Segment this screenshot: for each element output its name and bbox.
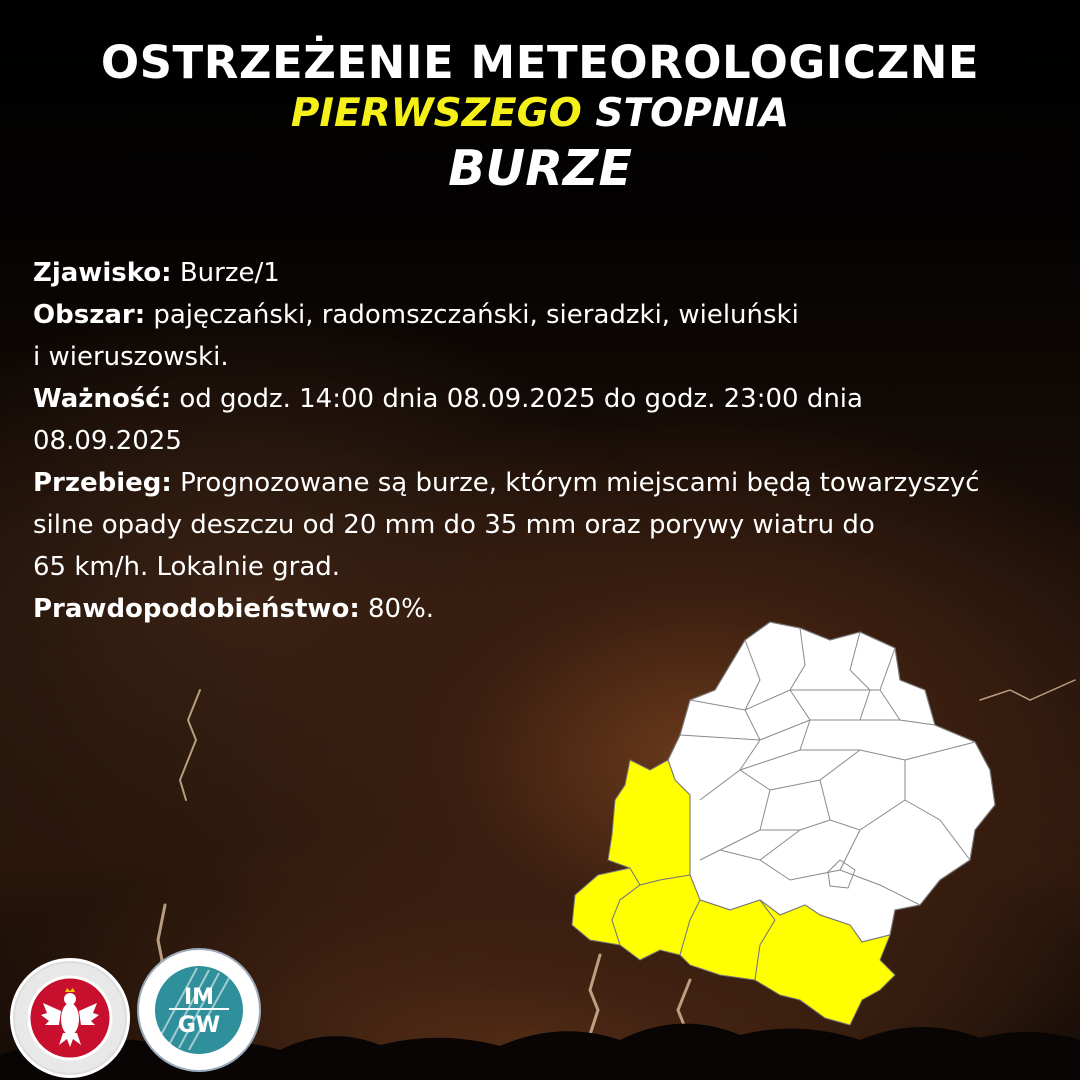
- voivodeship-map: [560, 610, 1000, 1030]
- title-degree-highlight: PIERWSZEGO: [290, 91, 582, 136]
- eagle-emblem-icon: [13, 961, 127, 1075]
- value-przebieg-cont1: silne opady deszczu od 20 mm do 35 mm oraz porywy wiatru do: [33, 510, 875, 540]
- lightning-bolt: [180, 690, 200, 800]
- detail-obszar: [33, 294, 1063, 378]
- detail-zjawisko: [33, 252, 1063, 294]
- imgw-logo: [137, 948, 261, 1072]
- label-przebieg: Przebieg:: [33, 468, 172, 498]
- value-przebieg: Prognozowane są burze, którym miejscami będą towarzyszyć: [180, 468, 980, 498]
- imgw-text-top: IM: [183, 985, 215, 1010]
- value-przebieg-cont2: 65 km/h. Lokalnie grad.: [33, 552, 341, 582]
- title-degree-rest: STOPNIA: [595, 91, 790, 136]
- header: [0, 36, 1080, 200]
- label-waznosc: Ważność:: [33, 384, 172, 414]
- label-prawdopodobienstwo: Prawdopodobieństwo:: [33, 594, 360, 624]
- value-obszar: pajęczański, radomszczański, sieradzki, wieluński: [153, 300, 799, 330]
- value-waznosc: od godz. 14:00 dnia 08.09.2025 do godz. 23:00 dnia: [179, 384, 863, 414]
- value-obszar-cont: i wieruszowski.: [33, 342, 229, 372]
- imgw-text-bottom: GW: [177, 1013, 221, 1038]
- imgw-emblem-icon: [139, 950, 259, 1070]
- title-main: OSTRZEŻENIE METEOROLOGICZNE: [100, 36, 980, 89]
- title-degree: [0, 90, 1080, 138]
- title-phenomenon: BURZE: [448, 140, 632, 197]
- value-zjawisko: Burze/1: [179, 258, 280, 288]
- map-region-unaffected: [668, 622, 995, 942]
- detail-przebieg: [33, 462, 1063, 588]
- ldz-office-logo: [10, 958, 130, 1078]
- value-prawdopodobienstwo: 80%.: [367, 594, 435, 624]
- warning-details: [33, 252, 1063, 630]
- label-zjawisko: Zjawisko:: [33, 258, 172, 288]
- label-obszar: Obszar:: [33, 300, 146, 330]
- detail-waznosc: [33, 378, 1063, 462]
- value-waznosc-cont: 08.09.2025: [33, 426, 182, 456]
